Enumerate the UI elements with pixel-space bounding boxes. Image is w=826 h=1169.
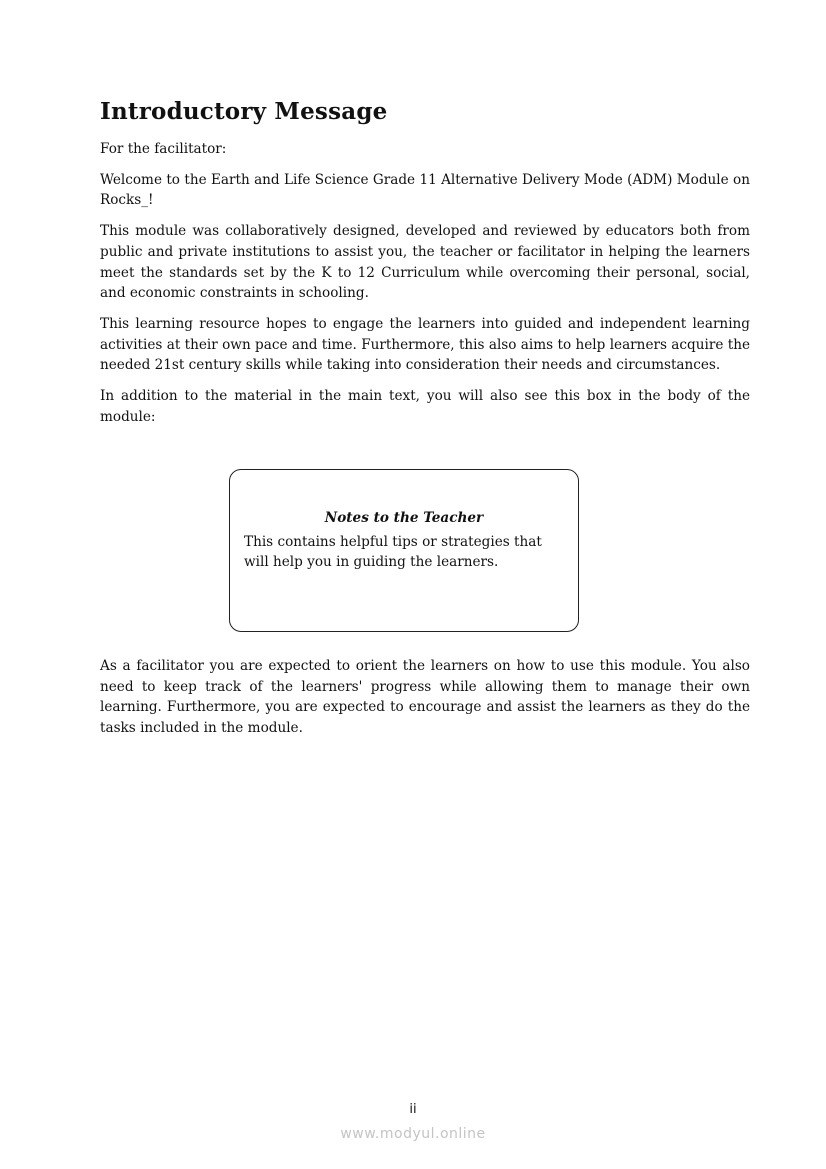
page-title: Introductory Message xyxy=(100,98,388,125)
paragraph-welcome: Welcome to the Earth and Life Science Grade 11 Alternative Delivery Mode (ADM) Module on Rocks_! xyxy=(100,171,750,209)
notes-to-teacher-box xyxy=(229,469,579,632)
notes-box-text: This contains helpful tips or strategies that will help you in guiding the learners. xyxy=(244,534,542,570)
paragraph-box-intro: In addition to the material in the main text, you will also see this box in the body of the module: xyxy=(100,388,750,425)
page-number: ii xyxy=(409,1102,417,1117)
closing-section xyxy=(100,656,750,749)
document-body xyxy=(100,98,750,437)
paragraph-greeting: For the facilitator: xyxy=(100,141,227,157)
paragraph-closing: As a facilitator you are expected to orient the learners on how to use this module. You also need to keep track of the learners' progress while allowing them to manage their own learning. Furthermore, you are expected to encourage and assist the learners as they do the tasks included in the module. xyxy=(100,658,750,737)
paragraph-module-design: This module was collaboratively designed, developed and reviewed by educators both from public and private institutions to assist you, the teacher or facilitator in helping the learners meet the standards set by the K to 12 Curriculum while overcoming their personal, social, and economic constraints in schooling. xyxy=(100,223,750,302)
paragraph-learning-resource: This learning resource hopes to engage the learners into guided and independent learning activities at their own pace and time. Furthermore, this also aims to help learners acquire the needed 21st century skills while taking into consideration their needs and circumstances. xyxy=(100,315,750,374)
notes-box-title: Notes to the Teacher xyxy=(324,510,484,526)
watermark: www.modyul.online xyxy=(340,1126,486,1142)
